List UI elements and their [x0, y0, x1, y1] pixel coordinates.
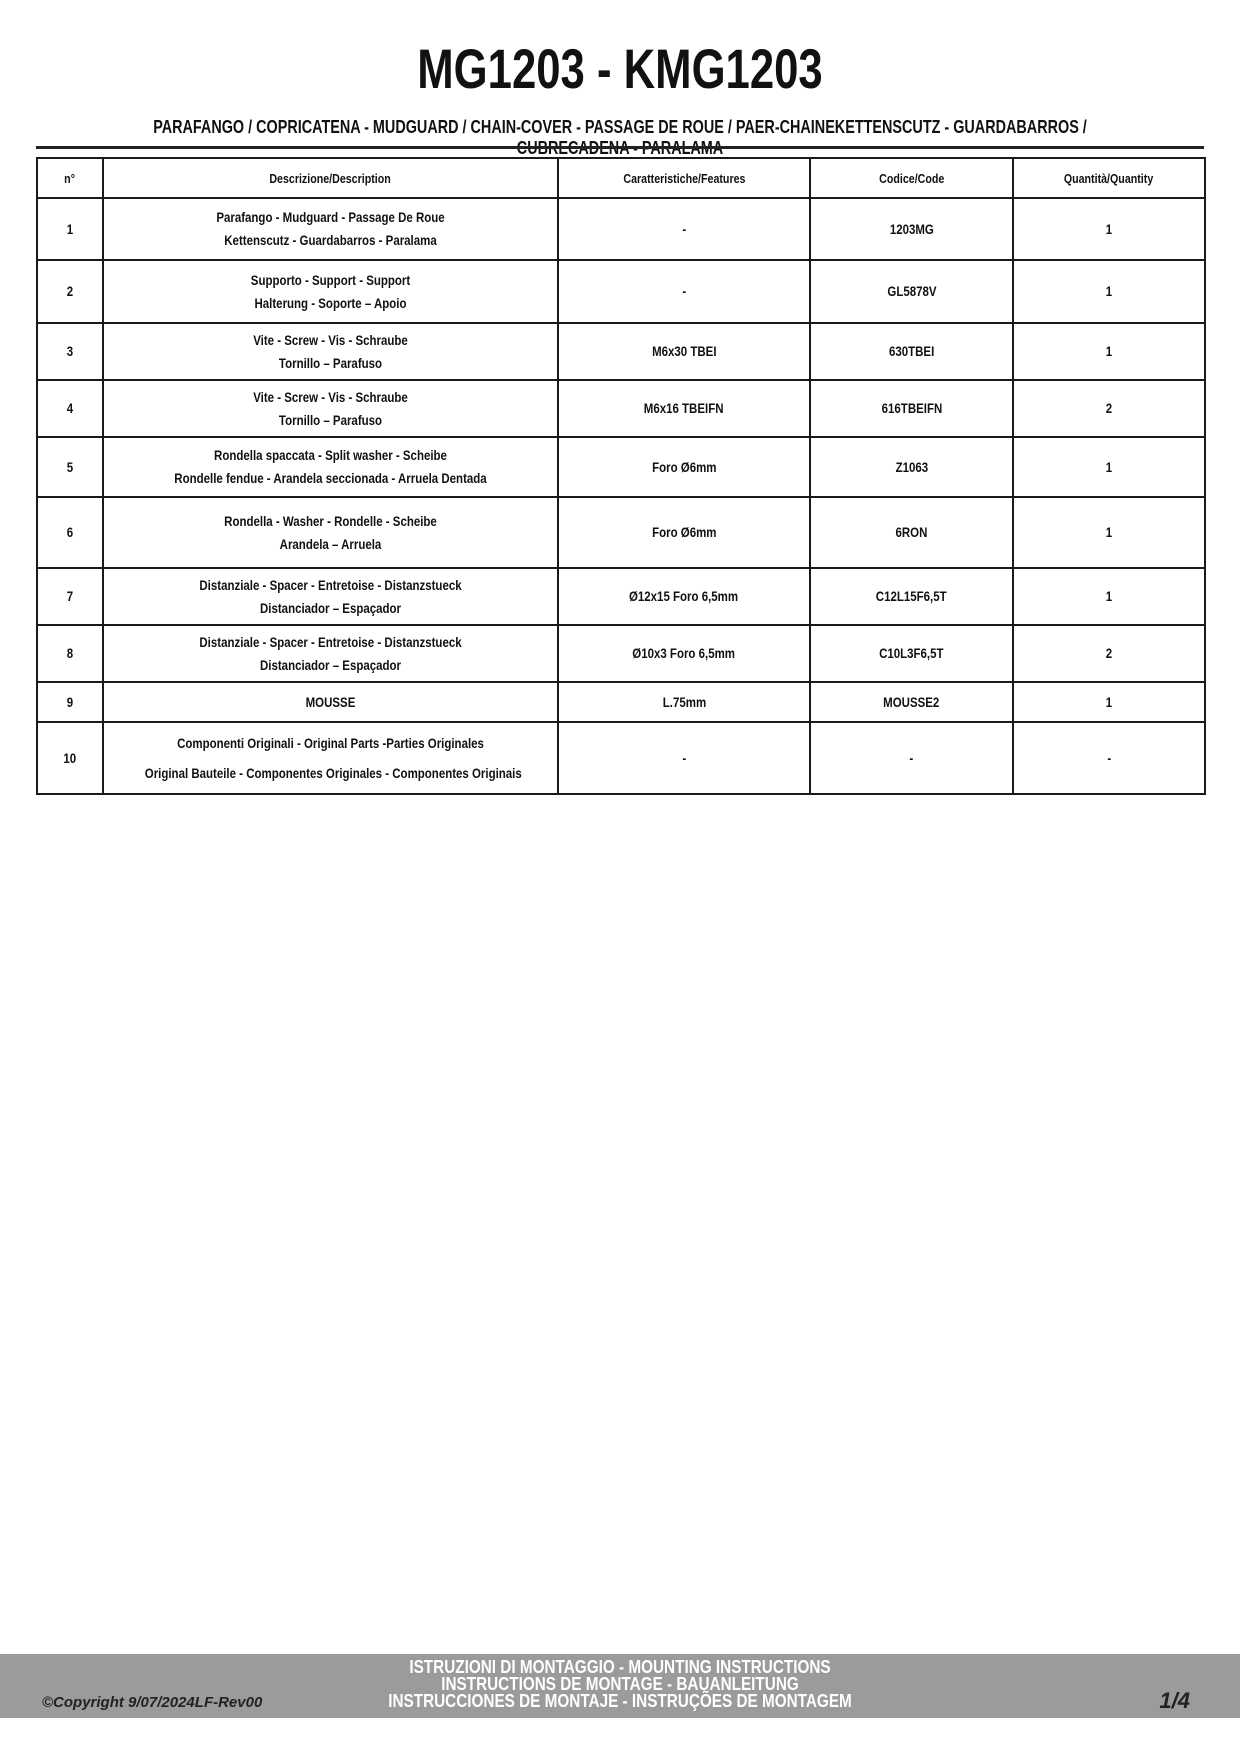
table-row	[37, 380, 1205, 437]
row-num: 6	[37, 497, 103, 568]
row-code: C12L15F6,5T	[810, 568, 1013, 625]
row-features: L.75mm	[558, 682, 810, 722]
row-quantity: 1	[1013, 260, 1205, 323]
row-description: Vite - Screw - Vis - Schraube Tornillo – Parafuso	[103, 323, 558, 380]
row-features: -	[558, 260, 810, 323]
document-title: MG1203 - KMG1203	[417, 37, 823, 100]
table-row	[37, 323, 1205, 380]
table-row	[37, 497, 1205, 568]
row-code: MOUSSE2	[810, 682, 1013, 722]
row-description: Distanziale - Spacer - Entretoise - Distanzstueck Distanciador – Espaçador	[103, 568, 558, 625]
table-header-row	[37, 158, 1205, 198]
row-quantity: 1	[1013, 437, 1205, 497]
row-quantity: 1	[1013, 497, 1205, 568]
row-description: Supporto - Support - Support Halterung - Soporte – Apoio	[103, 260, 558, 323]
row-num: 4	[37, 380, 103, 437]
row-code: C10L3F6,5T	[810, 625, 1013, 682]
row-code: 630TBEI	[810, 323, 1013, 380]
header-num: n°	[37, 158, 103, 198]
footer-bar	[0, 1654, 1240, 1718]
row-features: -	[558, 198, 810, 260]
row-code: 616TBEIFN	[810, 380, 1013, 437]
row-description: Rondella - Washer - Rondelle - Scheibe Arandela – Arruela	[103, 497, 558, 568]
row-features: M6x30 TBEI	[558, 323, 810, 380]
row-quantity: -	[1013, 722, 1205, 794]
row-quantity: 2	[1013, 380, 1205, 437]
row-features: M6x16 TBEIFN	[558, 380, 810, 437]
footer-line-1: ISTRUZIONI DI MONTAGGIO - MOUNTING INSTRUCTIONS	[409, 1657, 831, 1677]
row-description: Distanziale - Spacer - Entretoise - Distanzstueck Distanciador – Espaçador	[103, 625, 558, 682]
row-quantity: 1	[1013, 568, 1205, 625]
row-features: Foro Ø6mm	[558, 497, 810, 568]
row-num: 9	[37, 682, 103, 722]
header-description: Descrizione/Description	[103, 158, 558, 198]
row-num: 3	[37, 323, 103, 380]
table-row	[37, 682, 1205, 722]
page-number: 1/4	[1159, 1688, 1190, 1713]
table-row	[37, 437, 1205, 497]
header-quantity: Quantità/Quantity	[1013, 158, 1205, 198]
header-features: Caratteristiche/Features	[558, 158, 810, 198]
row-code: GL5878V	[810, 260, 1013, 323]
row-num: 1	[37, 198, 103, 260]
row-num: 10	[37, 722, 103, 794]
row-quantity: 1	[1013, 198, 1205, 260]
row-features: Foro Ø6mm	[558, 437, 810, 497]
row-description: Rondella spaccata - Split washer - Scheibe Rondelle fendue - Arandela seccionada - Arruela Dentada	[103, 437, 558, 497]
table-row	[37, 722, 1205, 794]
row-num: 2	[37, 260, 103, 323]
document-subtitle: PARAFANGO / COPRICATENA - MUDGUARD / CHAIN-COVER - PASSAGE DE ROUE / PAER-CHAINEKETTENSCUTZ - GUARDABARROS /	[153, 117, 1087, 137]
row-code: -	[810, 722, 1013, 794]
row-description: Parafango - Mudguard - Passage De Roue Kettenscutz - Guardabarros - Paralama	[103, 198, 558, 260]
footer-line-2: INSTRUCTIONS DE MONTAGE - BAUANLEITUNG	[441, 1674, 799, 1694]
copyright-notice: ©Copyright 9/07/2024LF-Rev00	[42, 1694, 263, 1711]
table-row	[37, 260, 1205, 323]
row-quantity: 1	[1013, 682, 1205, 722]
row-features: Ø12x15 Foro 6,5mm	[558, 568, 810, 625]
row-features: Ø10x3 Foro 6,5mm	[558, 625, 810, 682]
row-code: 6RON	[810, 497, 1013, 568]
row-quantity: 2	[1013, 625, 1205, 682]
footer-line-3: INSTRUCCIONES DE MONTAJE - INSTRUÇÕES DE MONTAGEM	[388, 1691, 852, 1711]
table-row	[37, 198, 1205, 260]
row-num: 7	[37, 568, 103, 625]
row-description: Vite - Screw - Vis - Schraube Tornillo – Parafuso	[103, 380, 558, 437]
parts-table	[36, 157, 1206, 795]
row-quantity: 1	[1013, 323, 1205, 380]
table-row	[37, 568, 1205, 625]
row-description: MOUSSE	[103, 682, 558, 722]
row-code: Z1063	[810, 437, 1013, 497]
title-divider	[36, 146, 1204, 149]
row-code: 1203MG	[810, 198, 1013, 260]
row-features: -	[558, 722, 810, 794]
row-num: 5	[37, 437, 103, 497]
header-code: Codice/Code	[810, 158, 1013, 198]
row-description: Componenti Originali - Original Parts -Parties Originales Original Bauteile - Componentes Originales - Componentes Originais	[103, 722, 558, 794]
table-row	[37, 625, 1205, 682]
row-num: 8	[37, 625, 103, 682]
